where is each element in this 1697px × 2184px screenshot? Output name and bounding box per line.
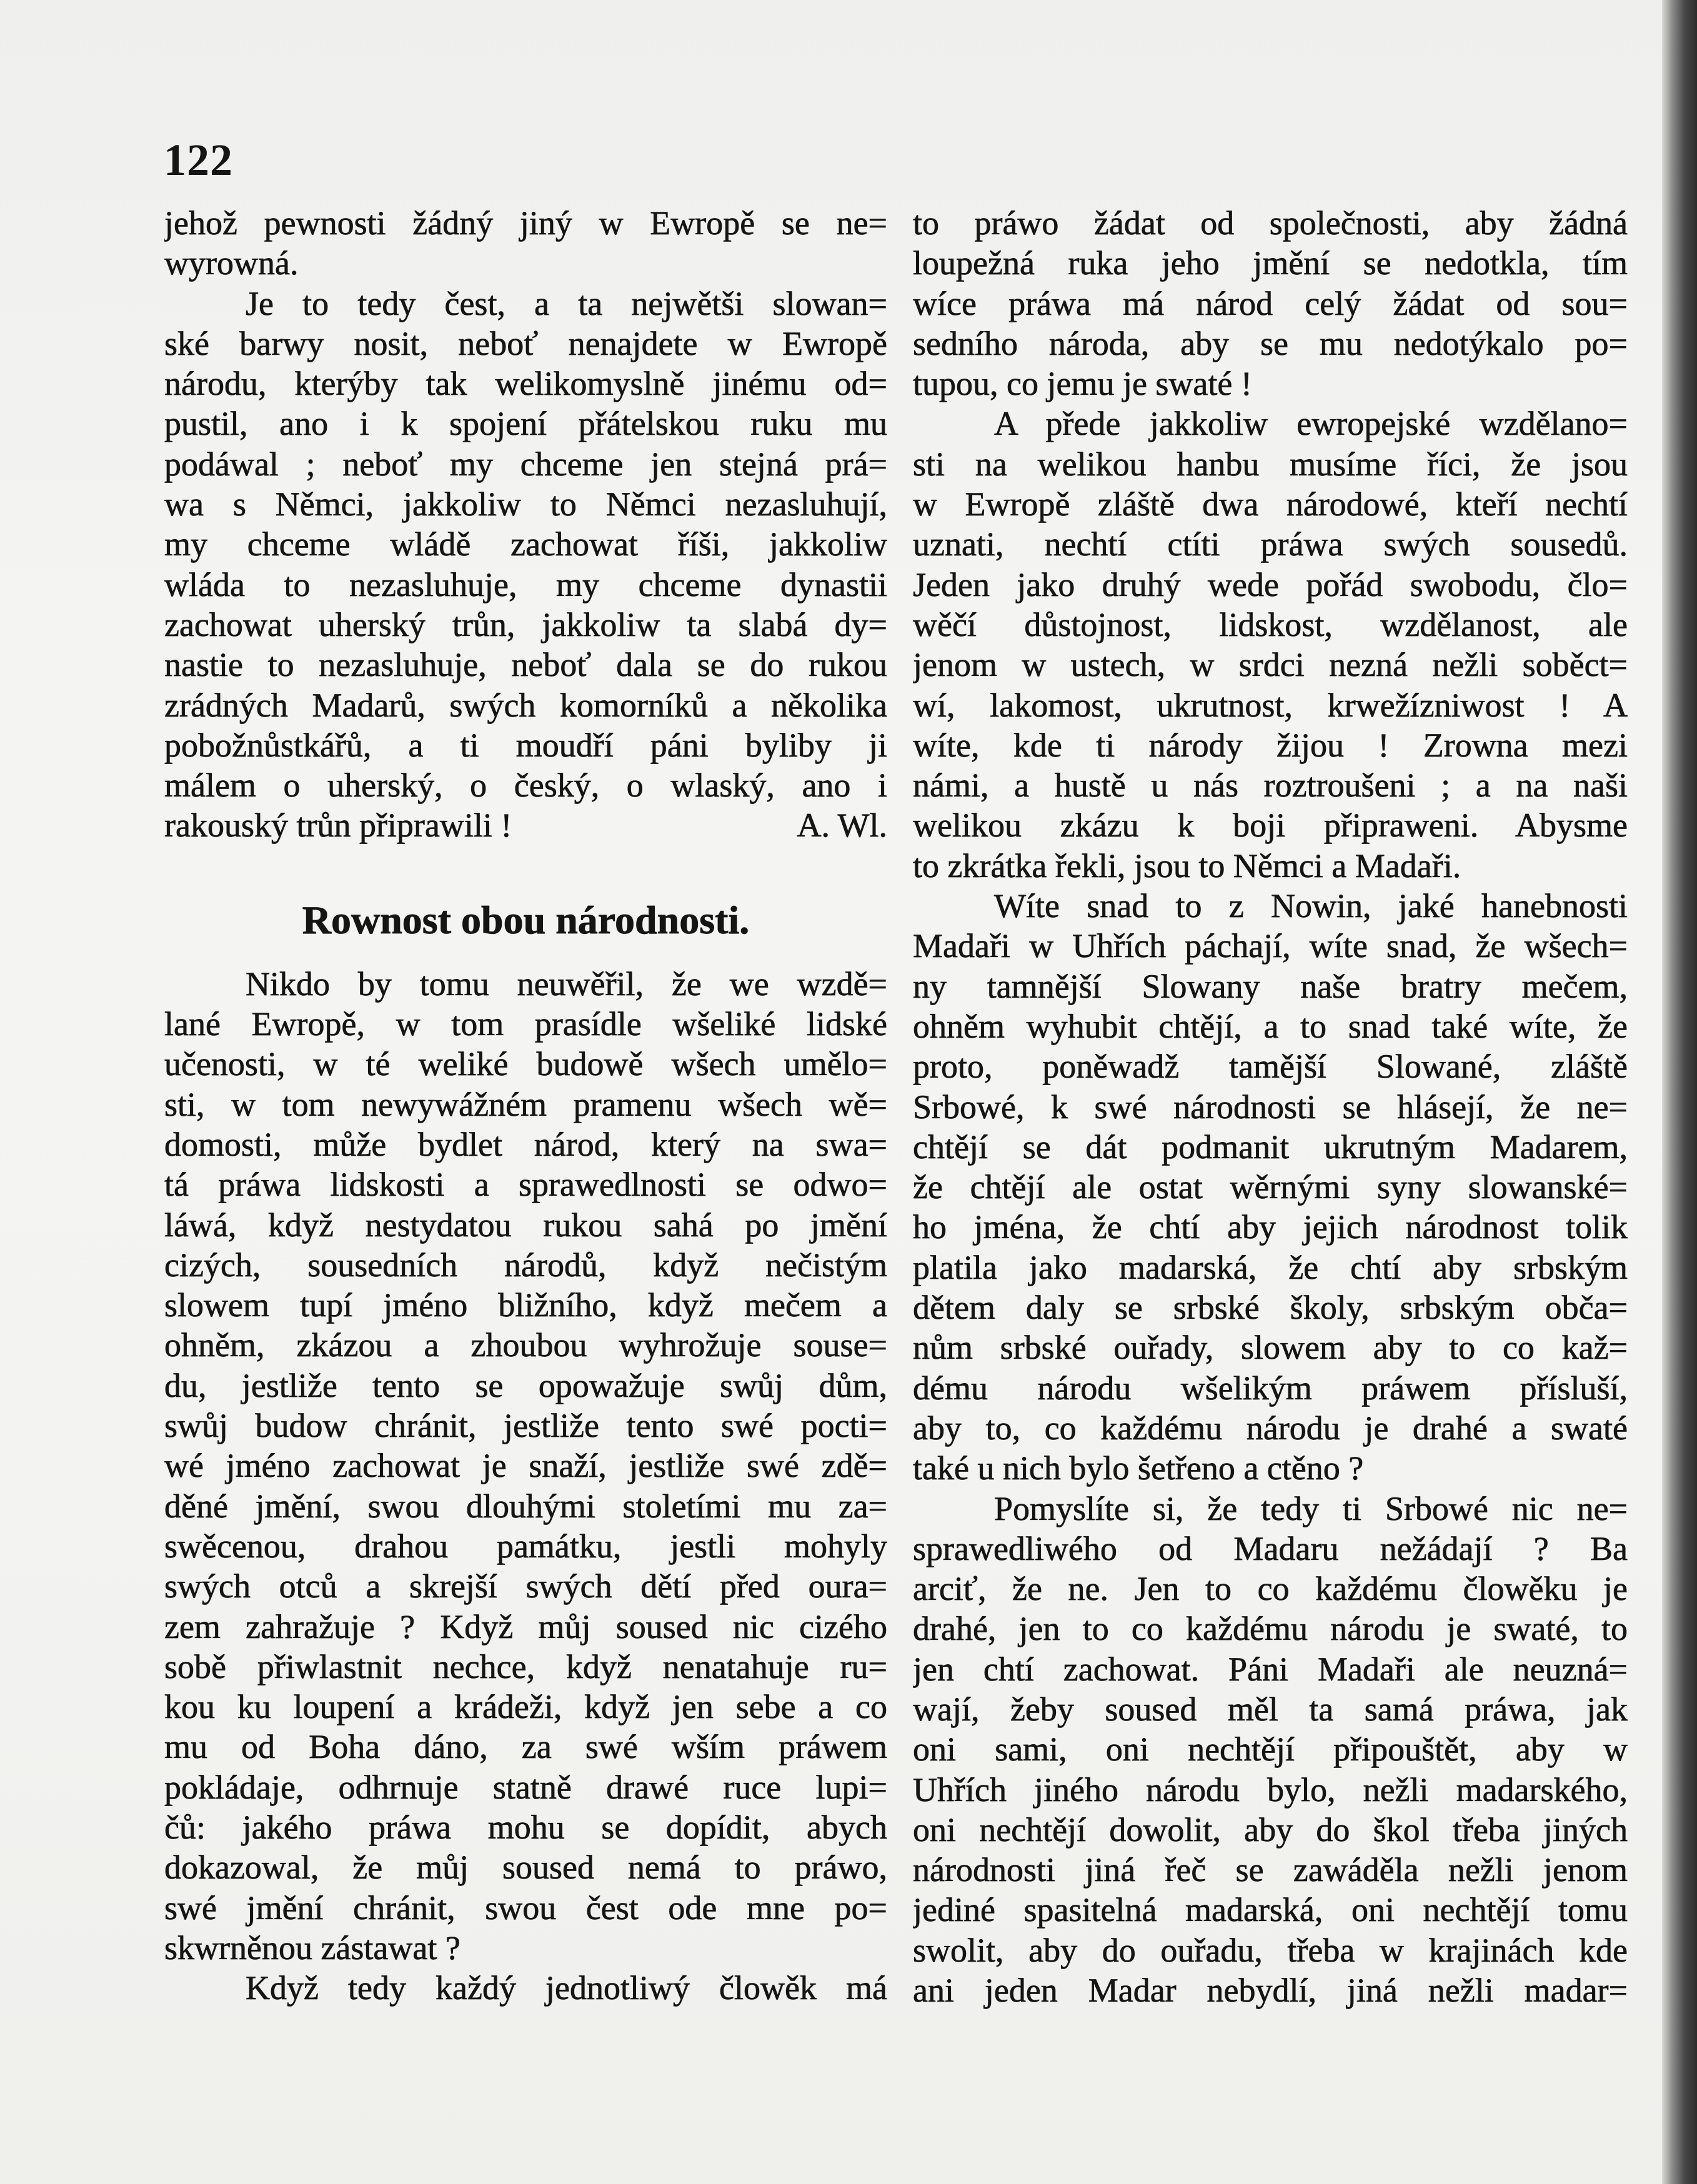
text-line: wíce práwa má národ celý žádat od sou= [913, 284, 1628, 322]
article-1-signature: A. Wl. [797, 807, 887, 845]
text-line: zem zahražuje ? Když můj soused nic cizého [164, 1607, 887, 1645]
text-line: loupežná ruka jeho jmění se nedotkla, tím [913, 244, 1628, 282]
text-line: jenom w ustech, w srdci nezná nežli soběct= [913, 646, 1628, 684]
text-line: Madaři w Uhřích páchají, wíte snad, že wšech= [913, 927, 1628, 965]
text-line: platila jako madarská, že chtí aby srbským [913, 1248, 1628, 1286]
article-2-title: Rownost obou národnosti. [302, 897, 750, 942]
text-line: pustil, ano i k spojení přátelskou ruku mu [164, 405, 887, 443]
text-line: aby to, co každému národu je drahé a swaté [913, 1409, 1628, 1447]
text-line: sobě přiwlastnit nechce, když nenatahuje ru= [164, 1647, 887, 1685]
text-line: pokládaje, odhrnuje statně drawé ruce lupi= [164, 1768, 887, 1806]
text-line: oni nechtějí dowolit, aby do škol třeba jiných [913, 1810, 1628, 1849]
text-line: málem o uherský, o český, o wlaský, ano i [164, 767, 887, 805]
text-line: welikou zkázu k boji připraweni. Abysme [913, 807, 1628, 845]
text-line: nastie to nezasluhuje, neboť dala se do rukou [164, 646, 887, 684]
text-line: swěcenou, drahou památku, jestli mohyly [164, 1527, 887, 1565]
page-edge-shadow [1662, 0, 1697, 2184]
left-column [164, 203, 887, 2008]
text-line: sti na welikou hanbu musíme říci, že jsou [913, 445, 1628, 483]
text-line: domosti, může bydlet národ, který na swa= [164, 1125, 887, 1163]
text-line: nům srbské ouřady, slowem aby to co kaž= [913, 1329, 1628, 1367]
text-line: ské barwy nosit, neboť nenajdete w Ewropě [164, 324, 887, 362]
text-line [164, 805, 887, 845]
text-line: námi, a hustě u nás roztroušeni ; a na naši [913, 767, 1628, 805]
text-line: ohněm wyhubit chtějí, a to snad také wíte, že [913, 1007, 1628, 1045]
text-line: zrádných Madarů, swých komorníků a několika [164, 686, 887, 724]
text-line: Srbowé, k swé národnosti se hlásejí, že ne= [913, 1088, 1628, 1126]
text-line: sedního národa, aby se mu nedotýkalo po= [913, 324, 1628, 362]
text-line: mu od Boha dáno, za swé wším práwem [164, 1728, 887, 1766]
text-line: ho jména, že chtí aby jejich národnost tolik [913, 1208, 1628, 1246]
text-line: tá práwa lidskosti a sprawedlnosti se odwo= [164, 1166, 887, 1204]
text-line: A přede jakkoliw ewropejské wzdělano= [994, 405, 1628, 443]
text-line: ohněm, zkázou a zhoubou wyhrožuje souse= [164, 1326, 887, 1364]
text-line: wíte, kde ti národy žijou ! Zrowna mezi [913, 726, 1628, 764]
text-line: děné jmění, swou dlouhými stoletími mu za= [164, 1487, 887, 1525]
text-line: Když tedy každý jednotliwý člowěk má [246, 1969, 887, 2007]
text-line: také u nich bylo šetřeno a ctěno ? [913, 1449, 1364, 1487]
article-1-lines [164, 203, 887, 846]
text-line: du, jestliže tento se opowažuje swůj dům, [164, 1366, 887, 1404]
text-line: wyrowná. [164, 244, 299, 282]
text-line: dětem daly se srbské školy, srbským obča= [913, 1289, 1628, 1327]
text-line: uznati, nechtí ctíti práwa swých sousedů. [913, 525, 1628, 563]
text-line: ani jeden Madar nebydlí, jiná nežli madar= [913, 1972, 1628, 2010]
text-line: swých otců a skrejší swých dětí před oura= [164, 1567, 887, 1606]
text-line: zachowat uherský trůn, jakkoliw ta slabá dy= [164, 605, 887, 643]
text-line: my chceme wládě zachowat říši, jakkoliw [164, 525, 887, 563]
text-line: národu, kterýby tak welikomyslně jinému od= [164, 365, 887, 403]
text-line: proto, poněwadž tamější Slowané, zláště [913, 1048, 1628, 1086]
text-line: swolit, aby do ouřadu, třeba w krajinách kde [913, 1931, 1628, 1969]
text-line: slowem tupí jméno bližního, když mečem a [164, 1286, 887, 1324]
text-line: wí, lakomost, ukrutnost, krwežízniwost ! A [913, 686, 1628, 724]
text-line: dému národu wšelikým práwem přísluší, [913, 1369, 1628, 1407]
text-line: wa s Němci, jakkoliw to Němci nezasluhují, [164, 485, 887, 524]
text-line: wláda to nezasluhuje, my chceme dynastii [164, 565, 887, 603]
text-line: cizých, sousedních národů, když nečistým [164, 1246, 887, 1284]
text-line: Je to tedy čest, a ta nejwětši slowan= [246, 284, 887, 322]
text-line: wé jméno zachowat je snaží, jestliže swé zdě= [164, 1447, 887, 1485]
text-line: kou ku loupení a krádeži, když jen sebe a co [164, 1688, 887, 1726]
text-line: dokazowal, že můj soused nemá to práwo, [164, 1849, 887, 1887]
text-line-content: rakouský trůn připrawili ! [164, 807, 512, 845]
text-line: jen chtí zachowat. Páni Madaři ale neuzná= [913, 1650, 1628, 1688]
text-line: učenosti, w té weliké budowě wšech umělo= [164, 1045, 887, 1083]
text-line: oni sami, oni nechtějí připouštět, aby w [913, 1730, 1628, 1769]
text-line: Wíte snad to z Nowin, jaké hanebnosti [994, 887, 1628, 925]
text-line: Nikdo by tomu neuwěřil, že we wzdě= [246, 965, 887, 1003]
text-line: národnosti jiná řeč se zawáděla nežli jenom [913, 1851, 1628, 1889]
text-line: swé jmění chránit, swou čest ode mne po= [164, 1889, 887, 1927]
text-line: sprawedliwého od Madaru nežádají ? Ba [913, 1529, 1628, 1567]
right-column [913, 203, 1628, 2010]
text-line: lané Ewropě, w tom prasídle wšeliké lidské [164, 1005, 887, 1043]
text-line: Pomyslíte si, že tedy ti Srbowé nic ne= [994, 1489, 1628, 1527]
text-line: drahé, jen to co každému národu je swaté, to [913, 1610, 1628, 1648]
text-line: w Ewropě zláště dwa národowé, kteří nechtí [913, 485, 1628, 524]
text-line: Jeden jako druhý wede pořád swobodu, člo= [913, 565, 1628, 603]
text-line: že chtějí ale ostat wěrnými syny slowanské= [913, 1168, 1628, 1206]
text-line: jehož pewnosti žádný jiný w Ewropě se ne= [164, 204, 887, 242]
text-line: láwá, když nestydatou rukou sahá po jmění [164, 1206, 887, 1244]
text-line: sti, w tom newywážném pramenu wšech wě= [164, 1085, 887, 1123]
article-2-right-lines [913, 203, 1628, 2010]
text-line: arciť, že ne. Jen to co každému člowěku je [913, 1570, 1628, 1608]
text-line: ny tamnější Slowany naše bratry mečem, [913, 967, 1628, 1005]
text-line: wěčí důstojnost, lidskost, wzdělanost, ale [913, 605, 1628, 643]
text-line: podáwal ; neboť my chceme jen stejná prá= [164, 445, 887, 483]
text-line: wají, žeby soused měl ta samá práwa, jak [913, 1690, 1628, 1728]
text-line: jediné spasitelná madarská, oni nechtějí tomu [913, 1891, 1628, 1929]
text-line: chtějí se dát podmanit ukrutným Madarem, [913, 1128, 1628, 1166]
text-line: to zkrátka řekli, jsou to Němci a Madaři. [913, 846, 1461, 885]
text-line: swůj budow chránit, jestliže tento swé pocti= [164, 1407, 887, 1445]
text-line: Uhřích jiného národu bylo, nežli madarského, [913, 1770, 1628, 1809]
article-2-left-lines [164, 964, 887, 2008]
text-line: to práwo žádat od společnosti, aby žádná [913, 204, 1628, 242]
text-line: pobožnůstkářů, a ti moudří páni byliby ji [164, 726, 887, 764]
text-line: čů: jakého práwa mohu se dopídit, abych [164, 1808, 887, 1846]
page-number: 122 [164, 135, 233, 185]
text-line: skwrněnou zástawat ? [164, 1928, 460, 1967]
text-line: tupou, co jemu je swaté ! [913, 365, 1252, 403]
